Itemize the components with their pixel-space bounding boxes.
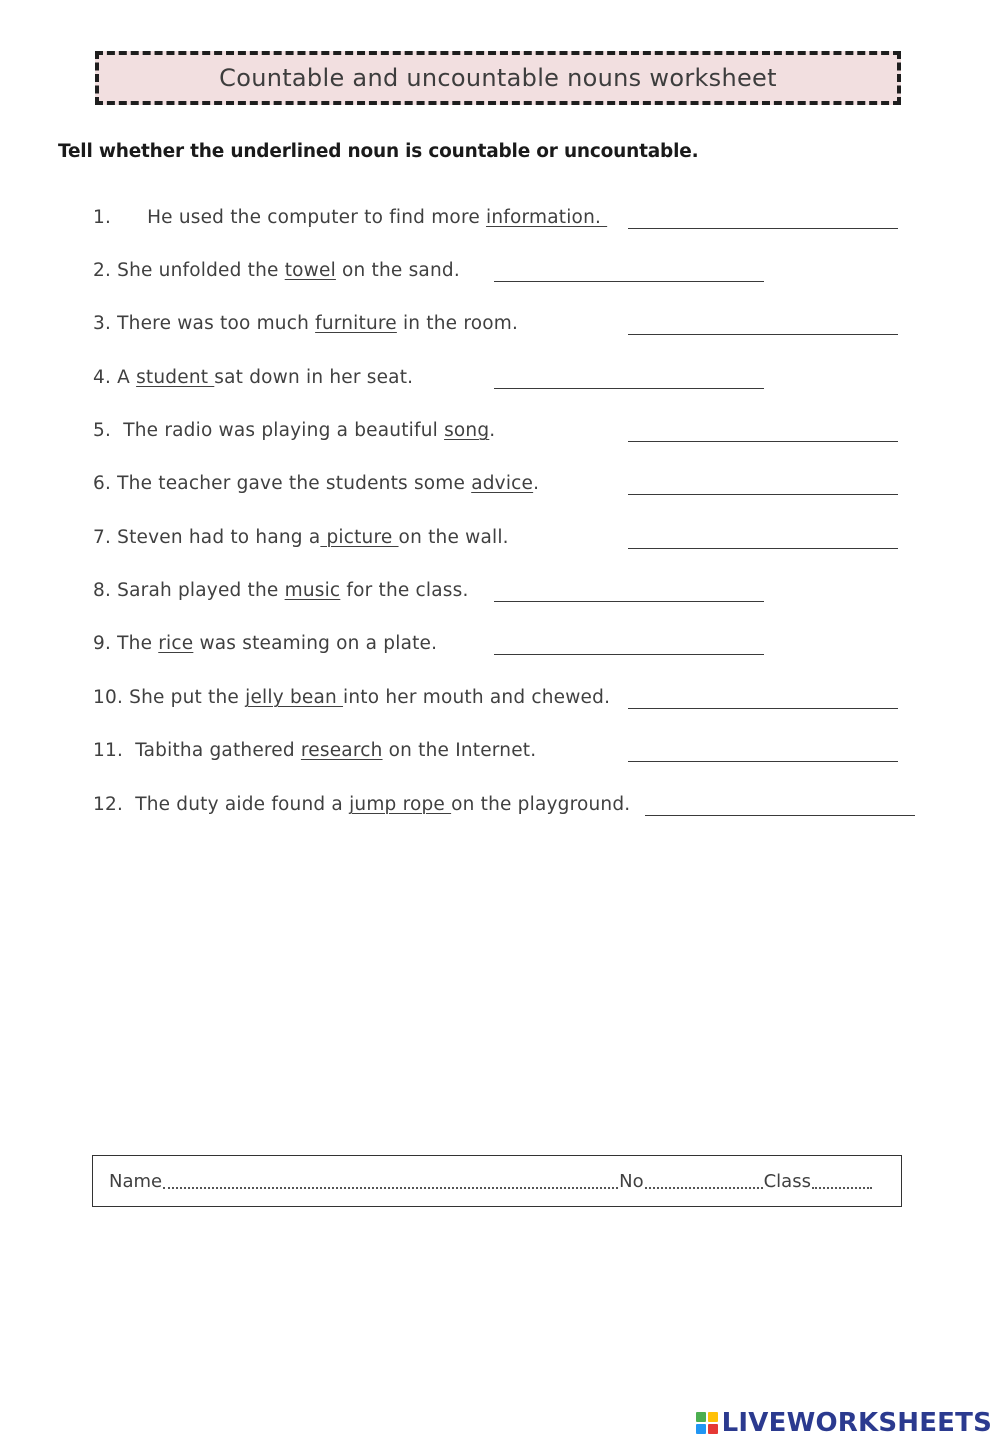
- question-7: [93, 527, 509, 548]
- sentence-start: The teacher gave the students some: [117, 473, 472, 494]
- sentence-end: into her mouth and chewed.: [343, 687, 611, 708]
- question-8: [93, 580, 469, 601]
- question-12: [93, 794, 630, 815]
- number-field[interactable]: [645, 1173, 763, 1189]
- sentence-start: Tabitha gathered: [129, 740, 301, 761]
- class-field[interactable]: [812, 1173, 872, 1189]
- question-number: 5.: [93, 420, 112, 441]
- sentence-start: Sarah played the: [117, 580, 285, 601]
- underlined-noun: song: [444, 420, 490, 441]
- question-11: [93, 740, 536, 761]
- name-field[interactable]: [163, 1173, 618, 1189]
- name-label: Name: [109, 1170, 163, 1192]
- sentence-end: on the sand.: [335, 260, 460, 281]
- question-number: 1.: [93, 207, 112, 228]
- question-5: [93, 420, 495, 441]
- question-number: 7.: [93, 527, 112, 548]
- sentence-end: in the room.: [396, 313, 519, 334]
- question-number: 9.: [93, 633, 112, 654]
- sentence-end: for the class.: [340, 580, 469, 601]
- answer-line-6[interactable]: [628, 494, 898, 495]
- underlined-noun: picture: [320, 527, 399, 548]
- class-label: Class: [763, 1170, 811, 1192]
- sentence-start: He used the computer to find more: [147, 207, 487, 228]
- sentence-end: sat down in her seat.: [214, 367, 414, 388]
- question-9: [93, 633, 437, 654]
- answer-line-12[interactable]: [645, 815, 915, 816]
- sentence-start: She put the: [129, 687, 246, 708]
- sentence-start: There was too much: [117, 313, 316, 334]
- underlined-noun: jelly bean: [245, 687, 344, 708]
- question-number: 12.: [93, 794, 124, 815]
- answer-line-7[interactable]: [628, 548, 898, 549]
- logo-icon: [696, 1412, 718, 1434]
- underlined-noun: towel: [284, 260, 336, 281]
- instruction-text: Tell whether the underlined noun is countable or uncountable.: [58, 141, 699, 162]
- answer-line-11[interactable]: [628, 761, 898, 762]
- answer-line-8[interactable]: [494, 601, 764, 602]
- worksheet-title: Countable and uncountable nouns worksheet: [219, 64, 777, 92]
- answer-line-2[interactable]: [494, 281, 764, 282]
- sentence-end: on the playground.: [451, 794, 631, 815]
- sentence-end: on the Internet.: [382, 740, 537, 761]
- question-2: [93, 260, 460, 281]
- question-1: [93, 207, 607, 228]
- answer-line-10[interactable]: [628, 708, 898, 709]
- sentence-start: A: [117, 367, 137, 388]
- logo-text: LIVEWORKSHEETS: [721, 1408, 992, 1438]
- question-3: [93, 313, 518, 334]
- underlined-noun: jump rope: [349, 794, 452, 815]
- answer-line-4[interactable]: [494, 388, 764, 389]
- underlined-noun: research: [300, 740, 383, 761]
- underlined-noun: information.: [486, 207, 608, 228]
- question-number: 6.: [93, 473, 112, 494]
- sentence-end: on the wall.: [398, 527, 509, 548]
- question-number: 10.: [93, 687, 124, 708]
- sentence-start: The radio was playing a beautiful: [117, 420, 445, 441]
- question-number: 4.: [93, 367, 112, 388]
- underlined-noun: music: [284, 580, 341, 601]
- question-10: [93, 687, 610, 708]
- question-number: 11.: [93, 740, 124, 761]
- sentence-end: .: [533, 473, 540, 494]
- sentence-end: was steaming on a plate.: [193, 633, 438, 654]
- student-info-box: [92, 1155, 902, 1207]
- title-box: [95, 51, 901, 105]
- sentence-start: She unfolded the: [117, 260, 285, 281]
- number-label: No: [619, 1170, 644, 1192]
- question-number: 3.: [93, 313, 112, 334]
- sentence-start: Steven had to hang a: [117, 527, 321, 548]
- answer-line-5[interactable]: [628, 441, 898, 442]
- underlined-noun: advice: [471, 473, 534, 494]
- sentence-start: The: [117, 633, 159, 654]
- question-number: 2.: [93, 260, 112, 281]
- sentence-end: .: [489, 420, 496, 441]
- underlined-noun: furniture: [315, 313, 397, 334]
- answer-line-1[interactable]: [628, 228, 898, 229]
- underlined-noun: student: [136, 367, 215, 388]
- question-number: 8.: [93, 580, 112, 601]
- question-6: [93, 473, 539, 494]
- underlined-noun: rice: [158, 633, 194, 654]
- answer-line-9[interactable]: [494, 654, 764, 655]
- question-4: [93, 367, 413, 388]
- answer-line-3[interactable]: [628, 334, 898, 335]
- sentence-start: The duty aide found a: [129, 794, 350, 815]
- liveworksheets-logo: [696, 1408, 992, 1438]
